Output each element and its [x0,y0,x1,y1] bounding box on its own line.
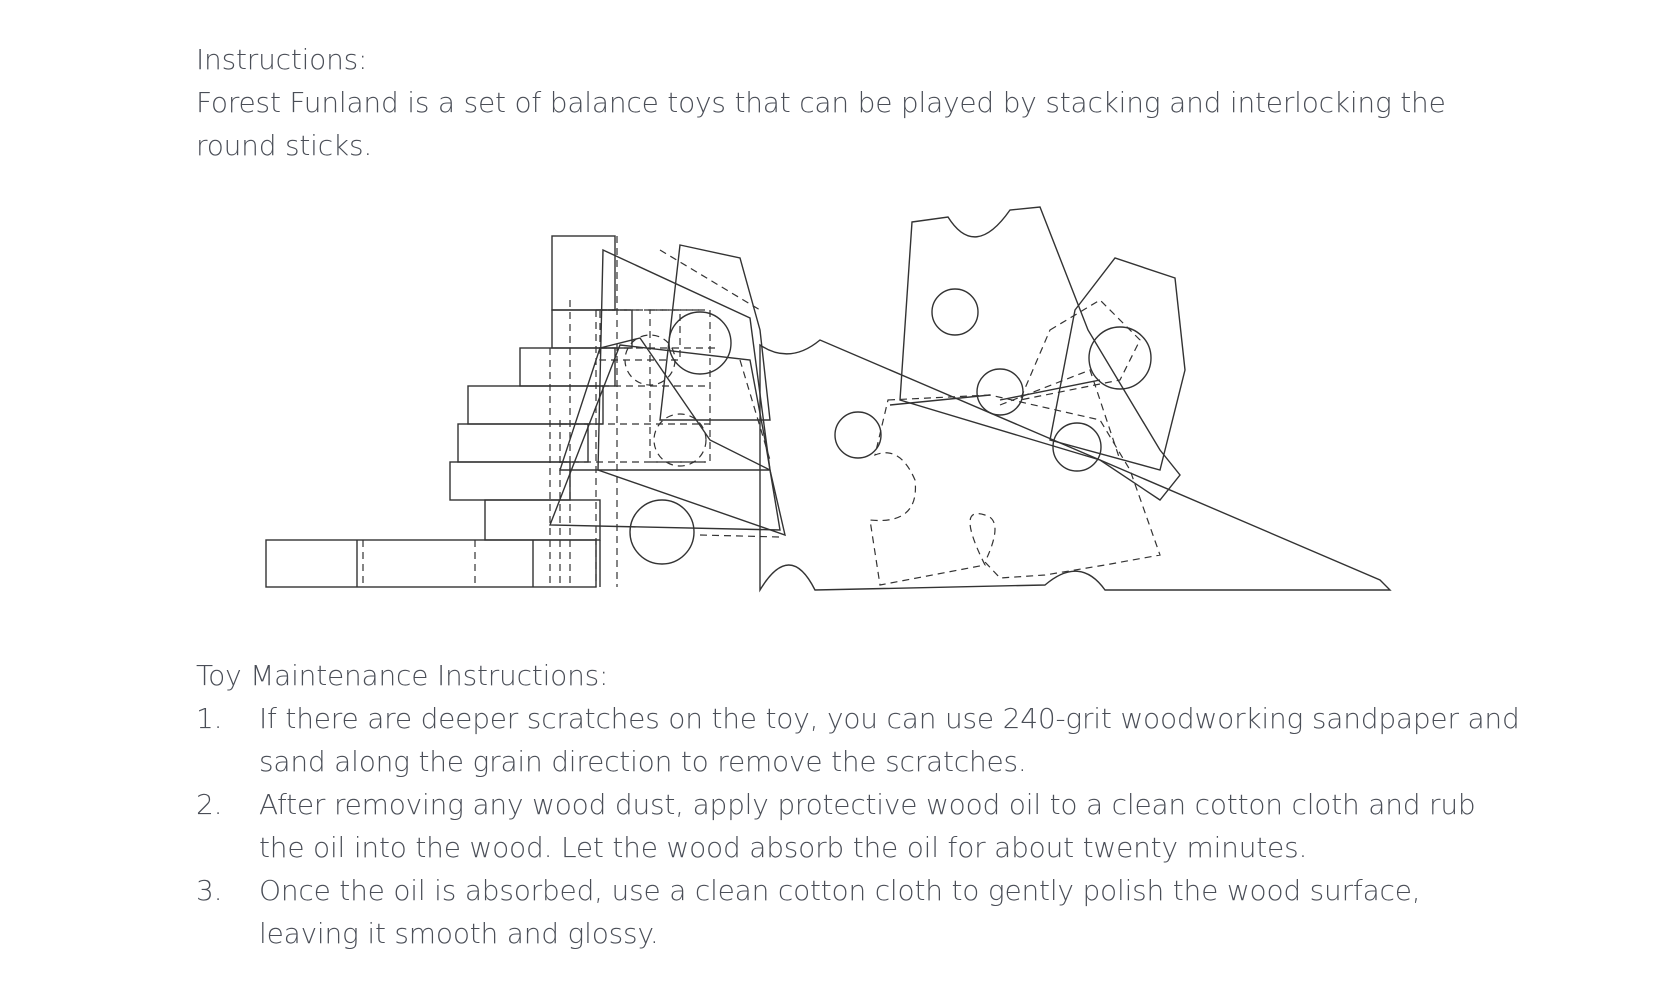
tilted-plates-group [550,245,785,564]
maintenance-list [196,697,1526,955]
maintenance-item [196,697,1526,783]
stacked-blocks-group [266,236,720,587]
instructions-heading: Instructions: [196,43,368,76]
maintenance-item [196,869,1526,955]
item-number: 2. [196,788,223,821]
maintenance-item [196,783,1526,869]
item-number: 1. [196,702,223,735]
item-text: After removing any wood dust, apply protective wood oil to a clean cotton cloth and rub the oil into the wood. Let the wood absorb the oil for about twenty minutes. [259,788,1476,864]
item-text: If there are deeper scratches on the toy, you can use 240-grit woodworking sandpaper and sand along the grain direction to remove the scratches. [259,702,1520,778]
maintenance-section [196,654,1526,955]
cheese-wedge-group [760,207,1390,590]
maintenance-heading: Toy Maintenance Instructions: [196,659,609,692]
balance-toy-line-drawing [250,195,1400,605]
instructions-section [196,38,1496,167]
instructions-body: Forest Funland is a set of balance toys that can be played by stacking and interlocking the round sticks. [196,86,1446,162]
item-number: 3. [196,874,223,907]
item-text: Once the oil is absorbed, use a clean cotton cloth to gently polish the wood surface, leaving it smooth and glossy. [259,874,1421,950]
